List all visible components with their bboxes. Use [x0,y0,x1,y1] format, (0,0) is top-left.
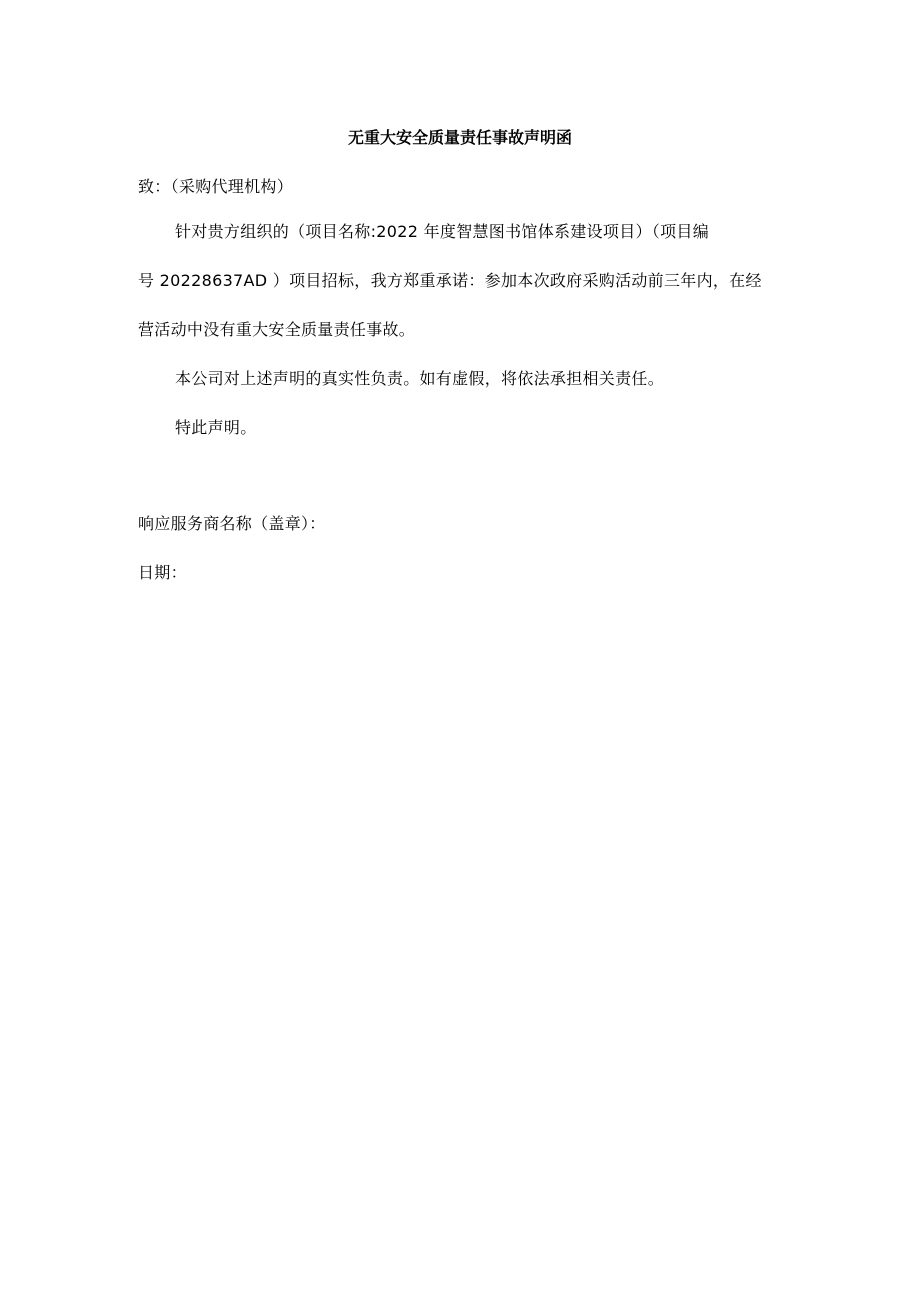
date-label: 日期： [138,563,187,582]
document-title: 无重大安全质量责任事故声明函 [347,128,572,147]
paragraph-1-line-3: 营活动中没有重大安全质量责任事故。 [138,320,416,339]
signature-label: 响应服务商名称（盖章）： [138,514,326,533]
paragraph-1-line-2: 号 20228637AD ）项目招标，我方郑重承诺：参加本次政府采购活动前三年内，在经 [138,271,762,290]
paragraph-1-line-1: 针对贵方组织的（项目名称:2022 年度智慧图书馆体系建设项目）（项目编 [175,222,709,241]
paragraph-3: 特此声明。 [175,418,257,437]
salutation: 致：（采购代理机构） [138,177,294,196]
paragraph-2: 本公司对上述声明的真实性负责。如有虚假，将依法承担相关责任。 [175,369,665,388]
